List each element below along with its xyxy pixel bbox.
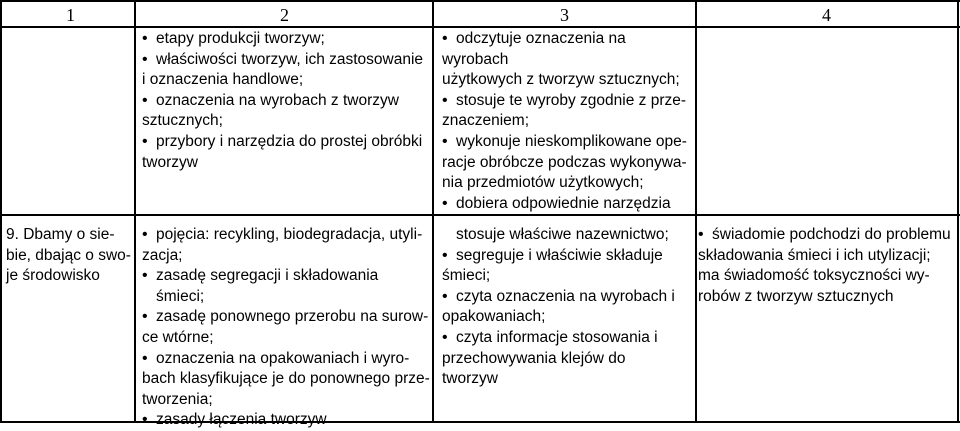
row1-col3 bbox=[442, 29, 694, 214]
list-item: racje obróbcze podczas wykonywa- bbox=[442, 153, 687, 171]
list-item: zacja; bbox=[142, 246, 183, 264]
list-item: wyrobach bbox=[442, 50, 509, 68]
list-item: tworzenia; bbox=[142, 390, 213, 408]
list-item: • odczytuje oznaczenia na bbox=[442, 29, 694, 50]
list-item: • przybory i narzędzia do prostej obróbki bbox=[142, 132, 430, 153]
list-item: znaczeniem; bbox=[442, 112, 530, 130]
topic-line: je środowisko bbox=[6, 267, 100, 285]
list-item: • etapy produkcji tworzyw; bbox=[142, 29, 430, 50]
header-col-3: 3 bbox=[560, 5, 569, 25]
row2-col2 bbox=[142, 225, 430, 431]
header-divider bbox=[0, 26, 960, 28]
topic-line: 9. Dbamy o sie- bbox=[6, 226, 115, 243]
left-border bbox=[0, 0, 2, 423]
list-item: robów z tworzyw sztucznych bbox=[698, 287, 894, 305]
list-item: • zasadę ponownego przerobu na surow- bbox=[142, 307, 430, 328]
header-col-1: 1 bbox=[66, 5, 75, 25]
list-item: • czyta oznaczenia na wyrobach i bbox=[442, 287, 694, 308]
list-item: • zasady łączenia tworzyw bbox=[142, 410, 430, 431]
list-item: stosuje właściwe nazewnictwo; bbox=[456, 226, 669, 243]
list-item: • pojęcia: recykling, biodegradacja, utyli- bbox=[142, 225, 430, 246]
list-item: • dobiera odpowiednie narzędzia bbox=[442, 194, 694, 215]
list-item: użytkowych z tworzyw sztucznych; bbox=[442, 71, 680, 89]
list-item: • oznaczenia na wyrobach z tworzyw bbox=[142, 91, 430, 112]
header-col-4: 4 bbox=[822, 5, 831, 25]
list-item: • stosuje te wyroby zgodnie z prze- bbox=[442, 91, 694, 112]
row1-col2 bbox=[142, 29, 430, 173]
list-item: • segreguje i właściwie składuje bbox=[442, 246, 694, 267]
list-item: • wykonuje nieskomplikowane ope- bbox=[442, 132, 694, 153]
list-item: śmieci; bbox=[442, 267, 491, 285]
list-item: ce wtórne; bbox=[142, 328, 214, 346]
top-border bbox=[0, 0, 960, 2]
list-item: ma świadomość toksyczności wy- bbox=[698, 267, 930, 285]
list-item: sztucznych; bbox=[142, 112, 223, 130]
list-item: i oznaczenia handlowe; bbox=[142, 71, 304, 89]
topic-line: bie, dbając o swo- bbox=[6, 246, 131, 264]
list-item: • czyta informacje stosowania i bbox=[442, 328, 694, 349]
col-divider-3 bbox=[695, 0, 697, 423]
list-item: tworzyw bbox=[442, 370, 498, 388]
header-col-2: 2 bbox=[280, 5, 289, 25]
col-divider-2 bbox=[432, 0, 434, 423]
list-item: składowania śmieci i ich utylizacji; bbox=[698, 246, 931, 264]
list-item: • właściwości tworzyw, ich zastosowanie bbox=[142, 50, 430, 71]
row2-col3 bbox=[442, 225, 694, 390]
list-item: przechowywania klejów do bbox=[442, 349, 626, 367]
col-divider-1 bbox=[134, 0, 136, 423]
list-item: • oznaczenia na opakowaniach i wyro- bbox=[142, 349, 430, 370]
row2-col4 bbox=[698, 225, 956, 307]
list-item: opakowaniach; bbox=[442, 308, 546, 326]
right-border bbox=[957, 0, 959, 423]
list-item: tworzyw bbox=[142, 153, 198, 171]
list-item: nia przedmiotów użytkowych; bbox=[442, 174, 644, 192]
list-item: • świadomie podchodzi do problemu bbox=[698, 225, 956, 246]
list-item: bach klasyfikujące je do ponownego prze- bbox=[142, 370, 430, 388]
list-item: • zasadę segregacji i składowania śmieci; bbox=[142, 266, 430, 307]
row2-topic bbox=[6, 225, 133, 287]
